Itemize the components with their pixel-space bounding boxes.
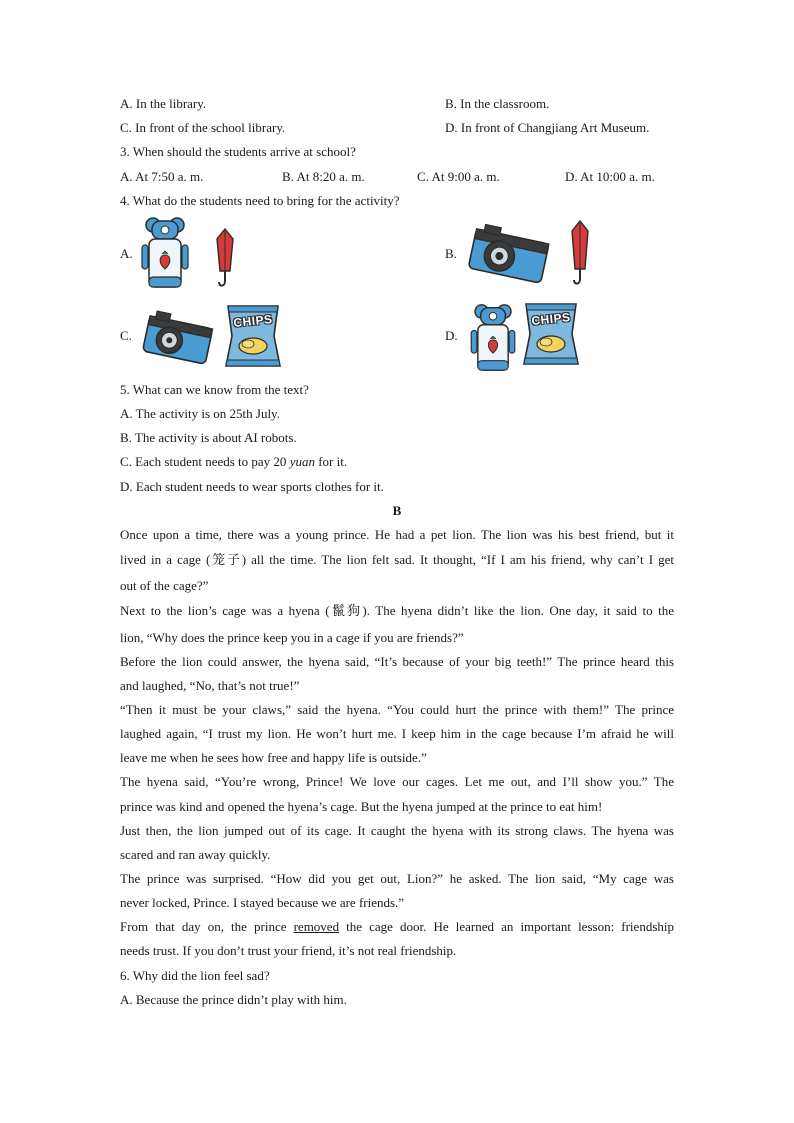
passage-line: and laughed, “No, that’s not true!” — [120, 678, 300, 693]
q4-option-b-label: B. — [445, 246, 457, 261]
q3-option-b: B. At 8:20 a. m. — [282, 169, 365, 184]
q4-option-a-label: A. — [120, 246, 133, 261]
passage-line: scared and ran away quickly. — [120, 847, 271, 862]
passage-line: From that day on, the prince removed the cage door. He learned an important lesson: friendship — [120, 919, 674, 934]
passage-line: Once upon a time, there was a young prince. He had a pet lion. The lion was his best friend, but it — [120, 527, 674, 542]
chips-label: CHIPS — [530, 309, 572, 329]
q4-option-c-label: C. — [120, 328, 132, 343]
umbrella-icon — [214, 227, 236, 289]
passage-line: laughed again, “I trust my lion. He won’t hurt me. I keep him in the cage because I’m afraid he will — [120, 726, 674, 741]
section-b-heading: B — [392, 503, 402, 518]
q2-option-c: C. In front of the school library. — [120, 120, 286, 135]
q2-option-b: B. In the classroom. — [445, 96, 550, 111]
q5-option-d: D. Each student needs to wear sports clothes for it. — [120, 479, 384, 494]
passage-line: lion, “Why does the prince keep you in a cage if you are friends?” — [120, 630, 464, 645]
passage-line: Before the lion could answer, the hyena said, “It’s because of your big teeth!” The prince heard this — [120, 654, 674, 669]
passage-line: never locked, Prince. I stayed because we are friends.” — [120, 895, 405, 910]
passage-line: lived in a cage (笼子) all the time. The lion felt sad. It thought, “If I am his friend, why can’t I get — [120, 552, 674, 567]
passage-line: prince was kind and opened the hyena’s cage. But the hyena jumped at the prince to eat him! — [120, 799, 603, 814]
umbrella-icon — [569, 219, 591, 289]
q5-option-a: A. The activity is on 25th July. — [120, 406, 280, 421]
q3-question: 3. When should the students arrive at school? — [120, 144, 356, 159]
underlined-word: removed — [293, 919, 340, 934]
q3-option-c: C. At 9:00 a. m. — [417, 169, 500, 184]
water-bottle-icon — [140, 215, 190, 291]
water-bottle-icon — [468, 302, 518, 374]
q3-option-a: A. At 7:50 a. m. — [120, 169, 204, 184]
camera-icon — [468, 224, 550, 284]
q2-option-a: A. In the library. — [120, 96, 207, 111]
q5-option-b: B. The activity is about AI robots. — [120, 430, 297, 445]
passage-line: Just then, the lion jumped out of its cage. It caught the hyena with its strong claws. The hyena was — [120, 823, 674, 838]
q6-question: 6. Why did the lion feel sad? — [120, 968, 270, 983]
q4-option-d-label: D. — [445, 328, 458, 343]
q6-option-a: A. Because the prince didn’t play with him. — [120, 992, 347, 1007]
passage-line: out of the cage?” — [120, 578, 209, 593]
camera-icon — [142, 310, 214, 366]
passage-line: The prince was surprised. “How did you get out, Lion?” he asked. The lion said, “My cage was — [120, 871, 674, 886]
chips-label: CHIPS — [232, 311, 274, 331]
q2-option-d: D. In front of Changjiang Art Museum. — [445, 120, 650, 135]
passage-line: “Then it must be your claws,” said the hyena. “You could hurt the prince with them!” The prince — [120, 702, 674, 717]
q3-option-d: D. At 10:00 a. m. — [565, 169, 655, 184]
passage-line: The hyena said, “You’re wrong, Prince! We love our cages. Let me out, and I’ll show you.” The — [120, 774, 674, 789]
q4-question: 4. What do the students need to bring for the activity? — [120, 193, 400, 208]
passage-line: Next to the lion’s cage was a hyena (鬣狗). The hyena didn’t like the lion. One day, it said to the — [120, 603, 674, 618]
passage-line: leave me when he sees how free and happy life is outside.” — [120, 750, 427, 765]
passage-line: needs trust. If you don’t trust your friend, it’s not real friendship. — [120, 943, 457, 958]
q5-option-c: C. Each student needs to pay 20 yuan for it. — [120, 454, 348, 469]
q5-question: 5. What can we know from the text? — [120, 382, 309, 397]
